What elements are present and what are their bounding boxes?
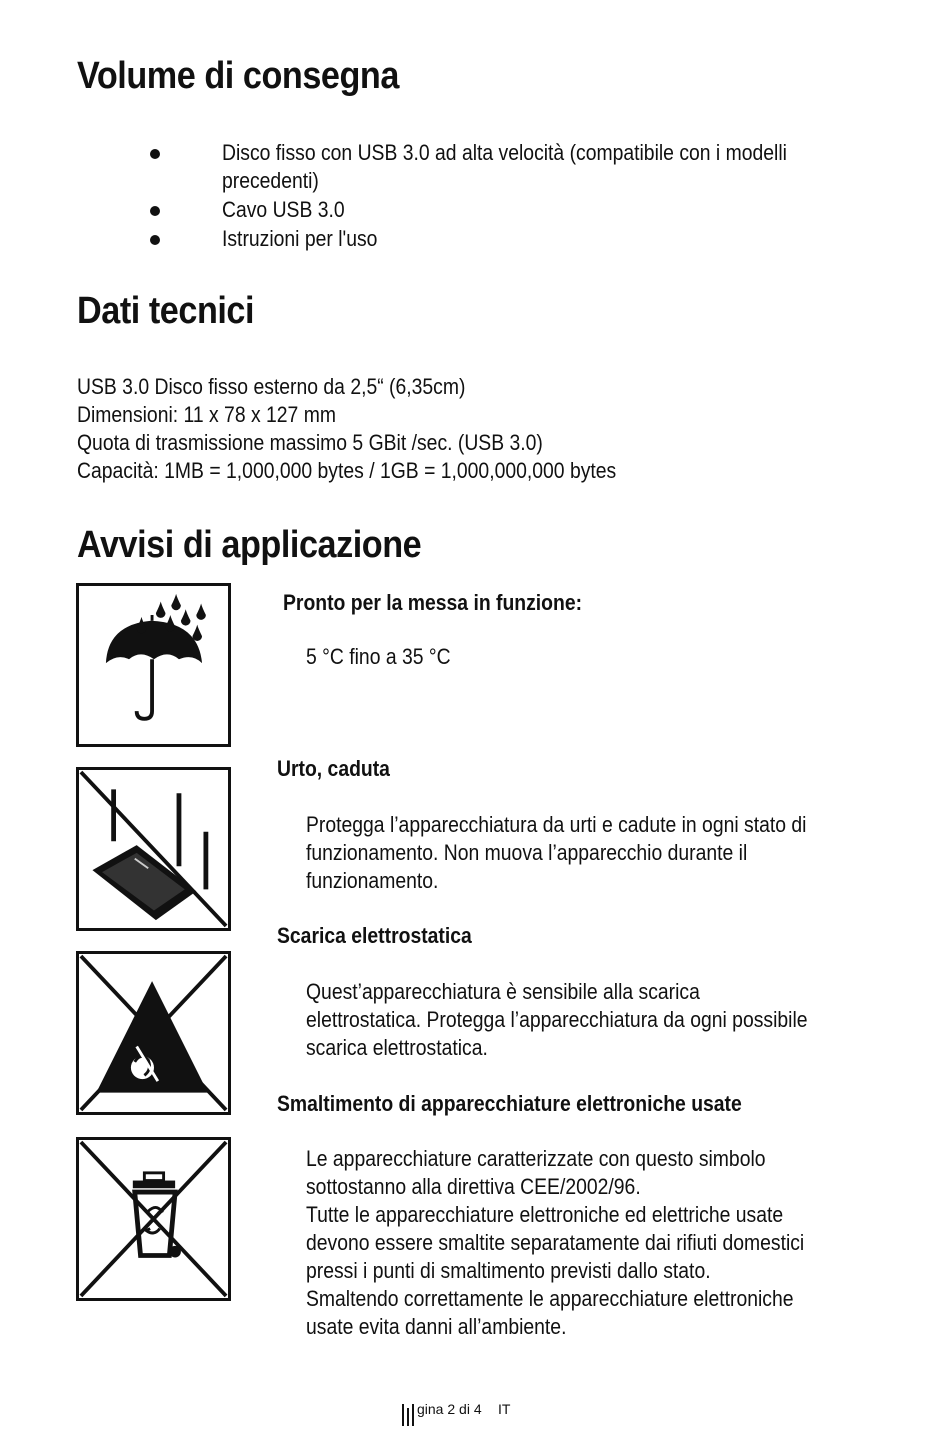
- disposal-text-3: Tutte le apparecchiature elettroniche ed elettriche usate: [306, 1202, 784, 1227]
- no-drop-hdd-icon: [76, 767, 231, 931]
- notices-title: Avvisi di applicazione: [77, 524, 422, 566]
- esd-text-2: elettrostatica. Protegga l’apparecchiatura da ogni possibile: [306, 1007, 808, 1032]
- delivery-item-2: Cavo USB 3.0: [222, 197, 345, 222]
- operation-heading: Pronto per la messa in funzione:: [283, 590, 583, 615]
- disposal-text-6: Smaltendo correttamente le apparecchiature elettroniche: [306, 1286, 794, 1311]
- tech-line-4: Capacità: 1MB = 1,000,000 bytes / 1GB = 1,000,000,000 bytes: [77, 458, 617, 483]
- shock-text-3: funzionamento.: [306, 868, 439, 893]
- crossed-bin-icon: [76, 1137, 231, 1301]
- bullet-1: [150, 149, 160, 159]
- tech-line-2: Dimensioni: 11 x 78 x 127 mm: [77, 402, 336, 427]
- bullet-2: [150, 206, 160, 216]
- technical-title: Dati tecnici: [77, 290, 255, 332]
- tech-line-3: Quota di trasmissione massimo 5 GBit /sec. (USB 3.0): [77, 430, 543, 455]
- disposal-text-5: pressi i punti di smaltimento previsti dallo stato.: [306, 1258, 711, 1283]
- page-marker-glyph: [402, 1404, 414, 1426]
- esd-text-3: scarica elettrostatica.: [306, 1035, 488, 1060]
- tech-line-1: USB 3.0 Disco fisso esterno da 2,5“ (6,35cm): [77, 374, 466, 399]
- delivery-item-3: Istruzioni per l'uso: [222, 226, 378, 251]
- delivery-item-1-cont: precedenti): [222, 168, 319, 193]
- shock-heading: Urto, caduta: [277, 756, 390, 781]
- esd-warning-icon: [76, 951, 231, 1115]
- umbrella-rain-icon: [76, 583, 231, 747]
- page-number: gina 2 di 4: [417, 1401, 482, 1417]
- disposal-text-4: devono essere smaltite separatamente dai rifiuti domestici: [306, 1230, 805, 1255]
- bullet-3: [150, 235, 160, 245]
- shock-text-2: funzionamento. Non muova l’apparecchio durante il: [306, 840, 748, 865]
- disposal-text-2: sottostanno alla direttiva CEE/2002/96.: [306, 1174, 641, 1199]
- esd-text-1: Quest’apparecchiatura è sensibile alla scarica: [306, 979, 700, 1004]
- disposal-heading: Smaltimento di apparecchiature elettroniche usate: [277, 1091, 742, 1116]
- delivery-title: Volume di consegna: [77, 55, 399, 97]
- operation-text-1: 5 °C fino a 35 °C: [306, 644, 451, 669]
- delivery-item-1: Disco fisso con USB 3.0 ad alta velocità (compatibile con i modelli: [222, 140, 787, 165]
- disposal-text-7: usate evita danni all’ambiente.: [306, 1314, 567, 1339]
- language-code: IT: [498, 1401, 511, 1417]
- esd-heading: Scarica elettrostatica: [277, 923, 472, 948]
- disposal-text-1: Le apparecchiature caratterizzate con questo simbolo: [306, 1146, 766, 1171]
- shock-text-1: Protegga l’apparecchiatura da urti e cadute in ogni stato di: [306, 812, 807, 837]
